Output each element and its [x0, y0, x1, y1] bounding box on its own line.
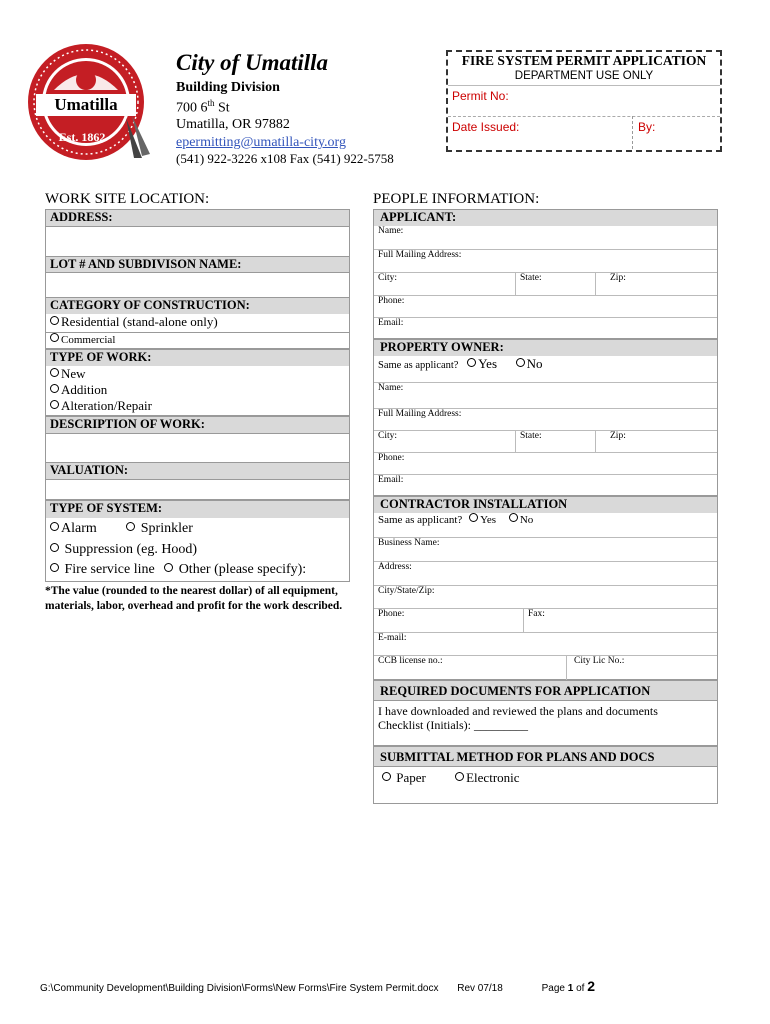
system-fire-line[interactable] [50, 562, 155, 577]
contractor-address-label: Address: [378, 562, 412, 572]
work-addition[interactable] [46, 382, 349, 398]
submittal-electronic-label: Electronic [466, 770, 520, 785]
owner-phone-label: Phone: [378, 453, 405, 463]
owner-same-label: Same as applicant? [378, 360, 459, 371]
applicant-zip-label[interactable]: Zip: [610, 273, 626, 283]
page-prefix: Page [541, 983, 565, 994]
applicant-email-field[interactable] [374, 317, 717, 339]
contractor-same-row [374, 513, 717, 535]
contractor-phone-row [374, 608, 717, 632]
category-section [45, 297, 350, 349]
page-number: 1 [567, 983, 574, 994]
owner-zip-label[interactable]: Zip: [610, 431, 626, 441]
submittal-paper[interactable] [382, 770, 426, 785]
street-address [176, 98, 230, 117]
radio-icon [50, 368, 59, 377]
work-site-heading: WORK SITE LOCATION: [45, 191, 210, 207]
city-state-zip: Umatilla, OR 97882 [176, 117, 290, 132]
address-section [45, 209, 350, 257]
contractor-no[interactable] [509, 514, 533, 526]
address-input[interactable] [46, 227, 349, 257]
owner-city-label[interactable]: City: [378, 431, 398, 441]
by-divider [632, 116, 634, 149]
page-of: of [576, 983, 585, 994]
footer-page [541, 978, 595, 994]
footer-path: G:\Community Development\Building Division\Forms\New Forms\Fire System Permit.docx [40, 983, 439, 994]
contractor-no-label: No [519, 514, 534, 526]
by-label: By: [638, 120, 656, 134]
contractor-citystatezip-label: City/State/Zip: [378, 586, 435, 596]
system-suppression-label: Suppression (eg. Hood) [64, 542, 198, 557]
owner-mailing-field[interactable] [374, 408, 717, 430]
owner-same-row [374, 356, 717, 382]
work-new-label: New [61, 366, 86, 381]
contractor-section [373, 496, 718, 680]
owner-mailing-label: Full Mailing Address: [378, 409, 462, 419]
work-alteration-label: Alteration/Repair [61, 398, 152, 413]
applicant-city-label[interactable]: City: [378, 273, 398, 283]
applicant-email-label: Email: [378, 318, 404, 328]
radio-icon [509, 513, 518, 522]
radio-icon [50, 563, 59, 572]
type-system-label: TYPE OF SYSTEM: [46, 501, 349, 518]
logo-est-text: Est. 1862 [58, 130, 106, 144]
submittal-options [374, 767, 717, 789]
address-label: ADDRESS: [46, 210, 349, 227]
radio-icon [467, 358, 476, 367]
contractor-citylic-label[interactable]: City Lic No.: [574, 656, 625, 666]
owner-email-label: Email: [378, 475, 404, 485]
department-use-box [446, 50, 722, 152]
contractor-ccb-label[interactable]: CCB license no.: [378, 656, 443, 666]
radio-icon [516, 358, 525, 367]
applicant-phone-field[interactable] [374, 295, 717, 317]
radio-icon [50, 543, 59, 552]
owner-no-label: No [526, 356, 543, 371]
owner-heading: PROPERTY OWNER: [374, 340, 717, 356]
applicant-phone-label: Phone: [378, 296, 405, 306]
contractor-license-row [374, 655, 717, 680]
system-row-1 [46, 518, 349, 539]
owner-name-field[interactable] [374, 382, 717, 408]
footer-rev: Rev 07/18 [457, 983, 503, 994]
contractor-business-label: Business Name: [378, 538, 440, 548]
documents-text-line1: I have downloaded and reviewed the plans and documents [378, 704, 658, 718]
street-number: 700 6 [176, 100, 208, 116]
form-title: FIRE SYSTEM PERMIT APPLICATION [461, 53, 707, 68]
applicant-name-label: Name: [378, 226, 404, 236]
valuation-section [45, 462, 350, 500]
type-work-label: TYPE OF WORK: [46, 350, 349, 366]
radio-icon [455, 772, 464, 781]
applicant-heading: APPLICANT: [374, 210, 717, 226]
system-sprinkler[interactable] [126, 521, 193, 536]
radio-icon [50, 316, 59, 325]
category-label: CATEGORY OF CONSTRUCTION: [46, 298, 349, 314]
street-name: St [214, 100, 230, 116]
documents-text [374, 701, 717, 732]
people-info-heading: PEOPLE INFORMATION: [373, 191, 540, 207]
city-title: City of Umatilla [176, 50, 329, 75]
owner-yes[interactable] [467, 356, 497, 371]
documents-heading: REQUIRED DOCUMENTS FOR APPLICATION [374, 681, 717, 701]
permit-no-label: Permit No: [452, 89, 509, 103]
documents-section [373, 680, 718, 746]
contractor-business-field[interactable] [374, 537, 717, 561]
contractor-email-field[interactable] [374, 632, 717, 655]
valuation-note: *The value (rounded to the nearest dollar) of all equipment, materials, labor, overhead and profit for the work described. [45, 585, 343, 612]
applicant-state-label[interactable]: State: [520, 273, 542, 283]
submittal-paper-label: Paper [396, 770, 426, 785]
type-work-section [45, 349, 350, 416]
submittal-section [373, 746, 718, 804]
documents-initials[interactable]: Checklist (Initials): _________ [378, 718, 528, 732]
contractor-yes[interactable] [469, 514, 496, 526]
footer [40, 978, 730, 994]
date-issued-field[interactable] [448, 116, 720, 149]
category-residential-label: Residential (stand-alone only) [61, 314, 218, 329]
contractor-yes-label: Yes [480, 514, 497, 526]
category-residential[interactable] [46, 314, 349, 332]
system-suppression[interactable] [46, 539, 349, 560]
owner-state-label[interactable]: State: [520, 431, 542, 441]
contractor-phone-label[interactable]: Phone: [378, 609, 405, 619]
contractor-email-label: E-mail: [378, 633, 407, 643]
work-addition-label: Addition [61, 382, 108, 397]
radio-icon [382, 772, 391, 781]
permit-no-field[interactable] [448, 85, 720, 117]
date-issued-label: Date Issued: [452, 120, 520, 134]
owner-name-label: Name: [378, 383, 404, 393]
system-fire-line-label: Fire service line [64, 562, 155, 577]
contractor-address-field[interactable] [374, 561, 717, 585]
radio-icon [50, 384, 59, 393]
contractor-heading: CONTRACTOR INSTALLATION [374, 497, 717, 513]
street-suffix: th [207, 98, 215, 108]
owner-no[interactable] [516, 356, 543, 371]
system-row-3 [46, 560, 349, 580]
work-new[interactable] [46, 366, 349, 382]
owner-city-row [374, 430, 717, 452]
owner-section [373, 339, 718, 496]
department-use-label: DEPARTMENT USE ONLY [514, 70, 654, 82]
lot-section [45, 256, 350, 298]
applicant-name-field[interactable] [374, 226, 717, 250]
city-seal-logo [26, 38, 154, 166]
lot-label: LOT # AND SUBDIVISON NAME: [46, 257, 349, 273]
submittal-electronic[interactable] [455, 770, 519, 785]
applicant-city-row [374, 272, 717, 296]
submittal-heading: SUBMITTAL METHOD FOR PLANS AND DOCS [374, 747, 717, 767]
email-link[interactable]: epermitting@umatilla-city.org [176, 135, 346, 150]
owner-phone-field[interactable] [374, 452, 717, 474]
logo-name-text: Umatilla [54, 95, 118, 114]
radio-icon [50, 333, 59, 342]
valuation-label: VALUATION: [46, 463, 349, 480]
contractor-same-label: Same as applicant? [378, 514, 463, 526]
system-other[interactable] [164, 562, 306, 577]
contractor-fax-label[interactable]: Fax: [528, 609, 545, 619]
system-sprinkler-label: Sprinkler [140, 521, 193, 536]
valuation-input[interactable] [46, 480, 349, 500]
description-section [45, 416, 350, 464]
work-alteration[interactable] [46, 398, 349, 414]
lot-input[interactable] [46, 273, 349, 298]
type-system-section [45, 500, 350, 582]
radio-icon [469, 513, 478, 522]
system-alarm[interactable] [50, 521, 97, 536]
radio-icon [126, 522, 135, 531]
description-input[interactable] [46, 434, 349, 464]
description-label: DESCRIPTION OF WORK: [46, 417, 349, 434]
page-total: 2 [587, 978, 595, 994]
owner-email-field[interactable] [374, 474, 717, 496]
category-commercial-label: Commercial [61, 334, 116, 346]
system-other-label: Other (please specify): [178, 562, 307, 577]
radio-icon [50, 522, 59, 531]
owner-yes-label: Yes [478, 356, 498, 371]
category-commercial[interactable] [46, 332, 349, 348]
applicant-mailing-field[interactable] [374, 249, 717, 273]
contractor-citystatezip-field[interactable] [374, 585, 717, 608]
radio-icon [50, 400, 59, 409]
system-alarm-label: Alarm [61, 521, 97, 536]
division-name: Building Division [176, 80, 280, 95]
radio-icon [164, 563, 173, 572]
applicant-section [373, 209, 718, 339]
applicant-mailing-label: Full Mailing Address: [378, 250, 462, 260]
phone-fax: (541) 922-3226 x108 Fax (541) 922-5758 [176, 151, 394, 166]
